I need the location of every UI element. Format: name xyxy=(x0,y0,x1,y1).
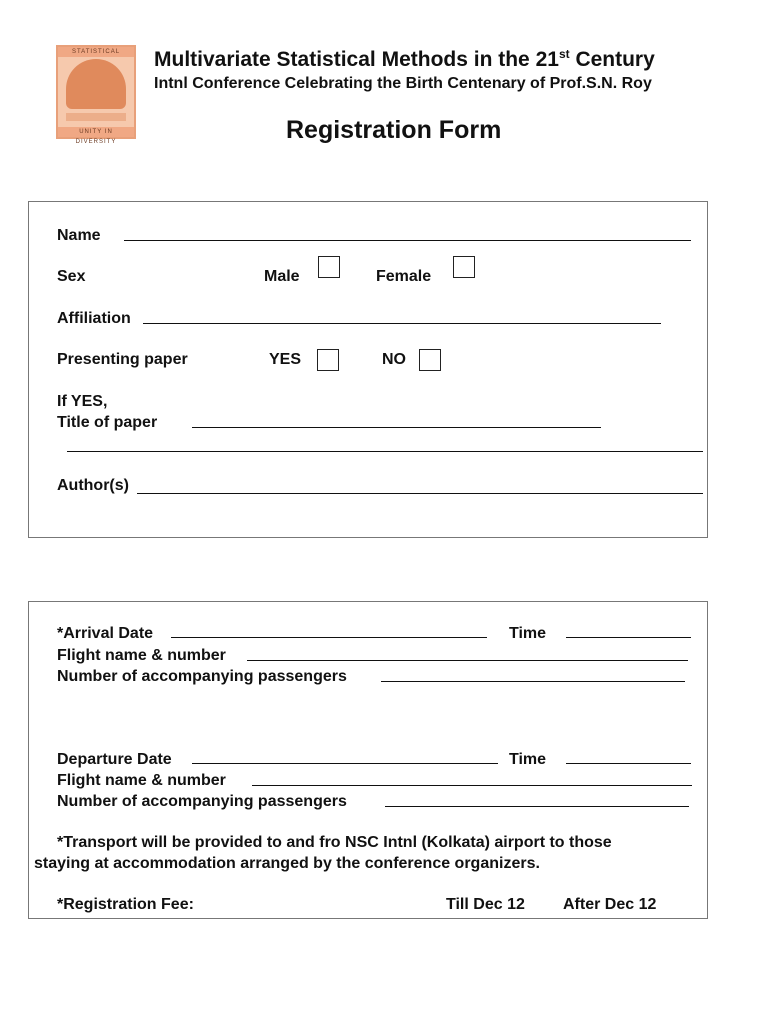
departure-date-label: Departure Date xyxy=(57,751,172,768)
male-label: Male xyxy=(264,268,300,285)
presenting-paper-label: Presenting paper xyxy=(57,351,188,368)
affiliation-field[interactable] xyxy=(143,323,661,324)
name-field[interactable] xyxy=(124,240,691,241)
title-of-paper-field[interactable] xyxy=(192,427,601,428)
arrival-date-field[interactable] xyxy=(171,637,487,638)
logo-tree-icon xyxy=(66,59,126,109)
female-checkbox[interactable] xyxy=(453,256,475,278)
name-label: Name xyxy=(57,227,101,244)
no-checkbox[interactable] xyxy=(419,349,441,371)
transport-note-line1: *Transport will be provided to and fro NSC Intnl (Kolkata) airport to those xyxy=(57,834,612,851)
fee-till-label: Till Dec 12 xyxy=(446,896,525,913)
yes-label: YES xyxy=(269,351,302,368)
arrival-time-label: Time xyxy=(509,625,547,642)
logo-script-band xyxy=(66,113,126,121)
female-label: Female xyxy=(376,268,432,285)
authors-label: Author(s) xyxy=(57,477,129,494)
affiliation-label: Affiliation xyxy=(57,310,131,327)
personal-details-section xyxy=(28,201,708,538)
authors-field[interactable] xyxy=(137,493,703,494)
arrival-flight-label: Flight name & number xyxy=(57,647,226,664)
departure-date-field[interactable] xyxy=(192,763,498,764)
arrival-date-label: *Arrival Date xyxy=(57,625,154,642)
form-title: Registration Form xyxy=(286,116,502,144)
transport-note-line2: staying at accommodation arranged by the conference organizers. xyxy=(34,855,540,872)
yes-checkbox[interactable] xyxy=(317,349,339,371)
logo-top-text: STATISTICAL xyxy=(58,47,134,57)
sex-label: Sex xyxy=(57,268,86,285)
conference-title xyxy=(154,47,655,72)
arrival-passengers-label: Number of accompanying passengers xyxy=(57,668,347,685)
title-end: Century xyxy=(569,48,655,71)
arrival-flight-field[interactable] xyxy=(247,660,688,661)
arrival-time-field[interactable] xyxy=(566,637,691,638)
logo-bottom-text: UNITY IN DIVERSITY xyxy=(58,127,134,137)
departure-flight-field[interactable] xyxy=(252,785,692,786)
departure-flight-label: Flight name & number xyxy=(57,772,226,789)
title-main: Multivariate Statistical Methods in the 21 xyxy=(154,48,559,71)
departure-passengers-label: Number of accompanying passengers xyxy=(57,793,347,810)
no-label: NO xyxy=(382,351,406,368)
departure-time-field[interactable] xyxy=(566,763,691,764)
title-of-paper-field-line2[interactable] xyxy=(67,451,703,452)
registration-fee-label: *Registration Fee: xyxy=(57,896,194,913)
if-yes-label: If YES, xyxy=(57,393,108,410)
title-superscript: st xyxy=(558,47,570,61)
fee-after-label: After Dec 12 xyxy=(563,896,657,913)
conference-subtitle: Intnl Conference Celebrating the Birth Centenary of Prof.S.N. Roy xyxy=(154,75,652,92)
institute-logo xyxy=(56,45,136,145)
male-checkbox[interactable] xyxy=(318,256,340,278)
arrival-passengers-field[interactable] xyxy=(381,681,685,682)
departure-time-label: Time xyxy=(509,751,547,768)
departure-passengers-field[interactable] xyxy=(385,806,689,807)
title-of-paper-label: Title of paper xyxy=(57,414,158,431)
